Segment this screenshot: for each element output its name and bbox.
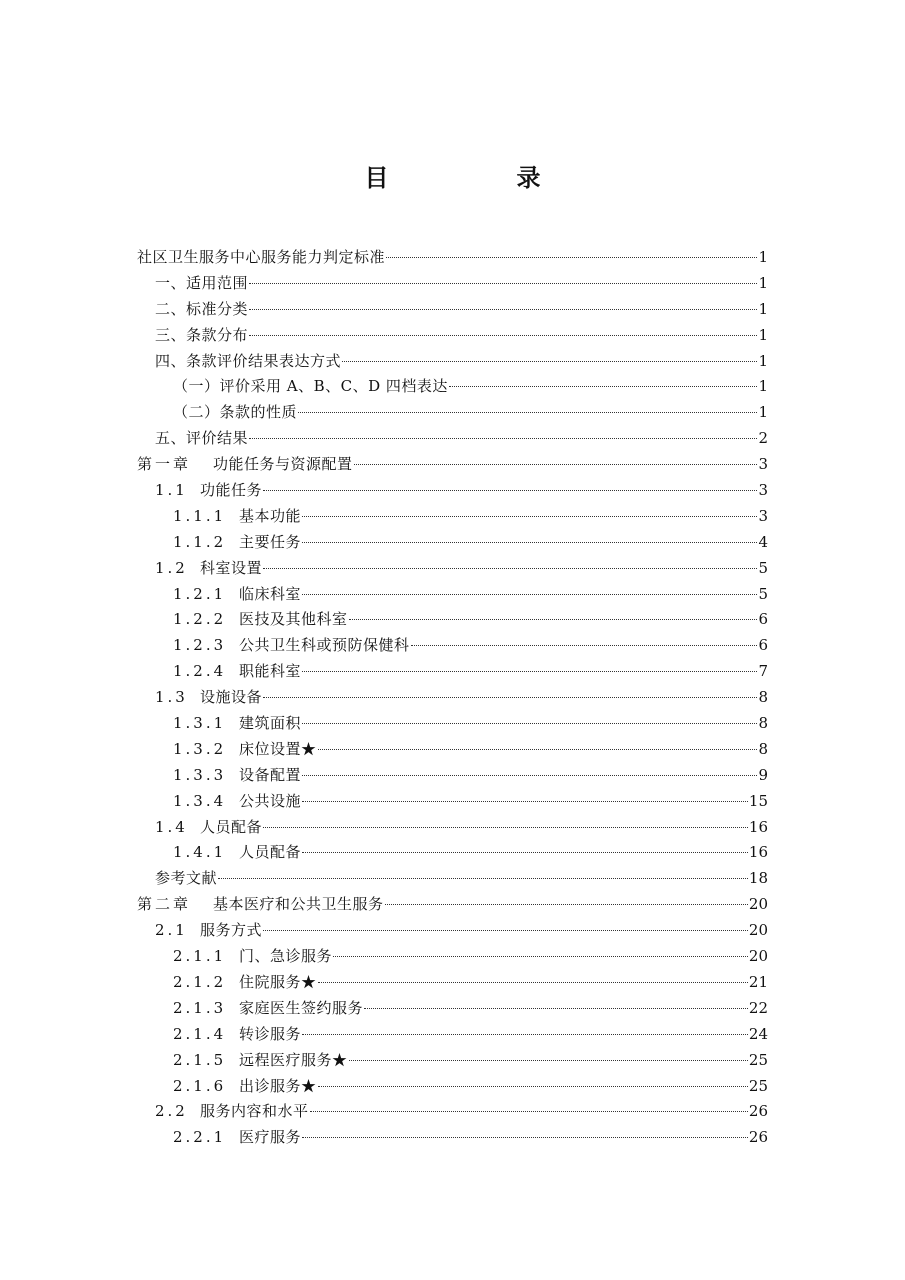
toc-entry-title: 基本医疗和公共卫生服务 — [213, 895, 384, 914]
toc-entry-number: 2.1.3 — [173, 998, 227, 1017]
toc-entry-title: 医技及其他科室 — [239, 610, 348, 629]
toc-entry-page-number: 8 — [758, 714, 768, 733]
toc-entry-number: 第一章 — [137, 455, 192, 474]
dot-leader — [302, 801, 748, 802]
toc-entry[interactable] — [137, 323, 768, 349]
toc-entry-title: 三、条款分布 — [155, 325, 249, 344]
toc-entry-title: （一）评价采用 A、B、C、D 四档表达 — [173, 377, 448, 396]
toc-entry-page-number: 8 — [758, 739, 768, 758]
toc-entry-number: 2.1.2 — [173, 972, 227, 991]
toc-entry-page-number: 21 — [748, 972, 768, 991]
page-title: 目 录 — [364, 164, 593, 192]
toc-entry-page-number: 20 — [748, 895, 768, 914]
toc-entry-page-number: 1 — [758, 248, 768, 266]
dot-leader — [318, 982, 748, 983]
toc-entry-page-number: 15 — [748, 791, 768, 810]
toc-entry-number: 2.1.1 — [173, 947, 227, 966]
toc-entry[interactable] — [137, 582, 768, 608]
toc-entry-number: 1.1 — [155, 481, 188, 500]
toc-entry[interactable] — [137, 789, 768, 815]
toc-entry-number: 1.2.2 — [173, 610, 227, 629]
toc-entry-title: 服务方式 — [200, 921, 263, 940]
toc-entry[interactable] — [137, 1022, 768, 1048]
toc-entry-number: 1.3.4 — [173, 791, 227, 810]
toc-entry-title: 功能任务 — [200, 481, 263, 500]
dot-leader — [333, 956, 748, 957]
dot-leader — [249, 309, 757, 310]
toc-entry-page-number: 1 — [758, 325, 768, 344]
toc-entry-title: 家庭医生签约服务 — [239, 998, 364, 1017]
toc-entry-page-number: 25 — [748, 1050, 768, 1069]
toc-entry-page-number: 3 — [758, 481, 768, 500]
toc-entry[interactable] — [137, 918, 768, 944]
toc-entry-title: 人员配备 — [200, 817, 263, 836]
toc-entry[interactable] — [137, 970, 768, 996]
toc-entry-page-number: 1 — [758, 299, 768, 318]
toc-entry[interactable] — [137, 1048, 768, 1074]
toc-entry-page-number: 16 — [748, 817, 768, 836]
dot-leader — [263, 568, 757, 569]
dot-leader — [302, 542, 757, 543]
toc-entry-title: 出诊服务★ — [239, 1076, 317, 1095]
dot-leader — [302, 1137, 748, 1138]
toc-entry-title: 基本功能 — [239, 506, 302, 525]
toc-entry[interactable] — [137, 892, 768, 918]
toc-entry-title: 二、标准分类 — [155, 299, 249, 318]
dot-leader — [263, 490, 757, 491]
toc-entry-title: 医疗服务 — [239, 1128, 302, 1147]
dot-leader — [263, 930, 748, 931]
toc-entry-number: 1.2.1 — [173, 584, 227, 603]
toc-entry[interactable] — [137, 1099, 768, 1125]
toc-entry[interactable] — [137, 763, 768, 789]
toc-entry-title: （二）条款的性质 — [173, 403, 298, 422]
toc-entry-title: 建筑面积 — [239, 714, 302, 733]
toc-entry-page-number: 20 — [748, 947, 768, 966]
toc-entry-number: 1.2 — [155, 558, 188, 577]
toc-entry-title: 五、评价结果 — [155, 429, 249, 448]
toc-entry-page-number: 20 — [748, 921, 768, 940]
dot-leader — [411, 645, 758, 646]
toc-entry[interactable] — [137, 400, 768, 426]
dot-leader — [302, 1034, 748, 1035]
toc-entry-page-number: 3 — [758, 506, 768, 525]
toc-entry-title: 参考文献 — [155, 869, 218, 888]
dot-leader — [263, 697, 757, 698]
toc-entry-page-number: 6 — [758, 636, 768, 655]
dot-leader — [298, 412, 757, 413]
toc-entry-page-number: 6 — [758, 610, 768, 629]
dot-leader — [302, 671, 757, 672]
toc-entry-title: 社区卫生服务中心服务能力判定标准 — [137, 248, 386, 266]
toc-entry-page-number: 26 — [748, 1102, 768, 1121]
toc-entry-title: 服务内容和水平 — [200, 1102, 309, 1121]
toc-entry-number: 2.2 — [155, 1102, 188, 1121]
toc-entry[interactable] — [137, 685, 768, 711]
toc-entry-title: 住院服务★ — [239, 972, 317, 991]
dot-leader — [302, 852, 748, 853]
toc-entry[interactable] — [137, 840, 768, 866]
toc-entry-title: 科室设置 — [200, 558, 263, 577]
toc-entry[interactable] — [137, 1074, 768, 1100]
toc-entry-page-number: 18 — [748, 869, 768, 888]
dot-leader — [249, 335, 757, 336]
toc-entry[interactable] — [137, 815, 768, 841]
toc-entry-page-number: 22 — [748, 998, 768, 1017]
toc-entry-page-number: 1 — [758, 403, 768, 422]
toc-entry[interactable] — [137, 452, 768, 478]
toc-entry[interactable] — [137, 271, 768, 297]
dot-leader — [354, 464, 758, 465]
toc-entry[interactable] — [137, 426, 768, 452]
toc-entry-number: 1.3 — [155, 688, 188, 707]
toc-entry-page-number: 16 — [748, 843, 768, 862]
toc-entry[interactable] — [137, 711, 768, 737]
dot-leader — [218, 878, 748, 879]
dot-leader — [349, 619, 758, 620]
toc-entry-number: 2.2.1 — [173, 1128, 227, 1147]
toc-entry-page-number: 1 — [758, 377, 768, 396]
toc-entry-number: 第二章 — [137, 895, 192, 914]
dot-leader — [385, 904, 748, 905]
toc-entry-number: 1.4.1 — [173, 843, 227, 862]
toc-entry[interactable] — [137, 996, 768, 1022]
toc-entry[interactable] — [137, 607, 768, 633]
toc-entry-page-number: 5 — [758, 558, 768, 577]
toc-entry-title: 设施设备 — [200, 688, 263, 707]
toc-entry-number: 2.1.6 — [173, 1076, 227, 1095]
toc-entry[interactable] — [137, 944, 768, 970]
dot-leader — [302, 723, 757, 724]
toc-entry-title: 设备配置 — [239, 765, 302, 784]
toc-entry-number: 1.3.3 — [173, 765, 227, 784]
toc-entry-page-number: 7 — [758, 662, 768, 681]
toc-entry-title: 四、条款评价结果表达方式 — [155, 351, 342, 370]
toc-entry-number: 1.1.2 — [173, 532, 227, 551]
toc-entry-page-number: 26 — [748, 1128, 768, 1147]
toc-entry-number: 2.1 — [155, 921, 188, 940]
toc-entry-title: 公共卫生科或预防保健科 — [239, 636, 410, 655]
toc-entry[interactable] — [137, 530, 768, 556]
toc-entry-number: 1.1.1 — [173, 506, 227, 525]
toc-entry-page-number: 24 — [748, 1024, 768, 1043]
dot-leader — [318, 1086, 748, 1087]
toc-entry-page-number: 3 — [758, 455, 768, 474]
toc-entry[interactable] — [137, 866, 768, 892]
dot-leader — [302, 594, 757, 595]
toc-entry[interactable] — [137, 1125, 768, 1151]
toc-entry-title: 功能任务与资源配置 — [213, 455, 353, 474]
toc-entry[interactable] — [137, 556, 768, 582]
dot-leader — [449, 386, 758, 387]
toc-entry-title: 主要任务 — [239, 532, 302, 551]
toc-entry[interactable] — [137, 504, 768, 530]
dot-leader — [342, 361, 757, 362]
toc-entry[interactable] — [137, 478, 768, 504]
dot-leader — [302, 516, 757, 517]
toc-entry-title: 床位设置★ — [239, 739, 317, 758]
toc-entry-number: 1.4 — [155, 817, 188, 836]
toc-entry[interactable] — [137, 633, 768, 659]
toc-entry-number: 1.3.2 — [173, 739, 227, 758]
toc-entry-page-number: 4 — [758, 532, 768, 551]
toc-entry[interactable] — [137, 737, 768, 763]
toc-entry-title: 一、适用范围 — [155, 273, 249, 292]
toc-entry-page-number: 25 — [748, 1076, 768, 1095]
toc-entry-number: 1.3.1 — [173, 714, 227, 733]
dot-leader — [249, 283, 757, 284]
toc-entry[interactable] — [137, 297, 768, 323]
dot-leader — [249, 438, 757, 439]
dot-leader — [302, 775, 757, 776]
toc-entry-title: 远程医疗服务★ — [239, 1050, 348, 1069]
toc-entry-title: 转诊服务 — [239, 1024, 302, 1043]
toc-entry-page-number: 5 — [758, 584, 768, 603]
toc-entry-number: 1.2.4 — [173, 662, 227, 681]
toc-entry-title: 临床科室 — [239, 584, 302, 603]
toc-entry-page-number: 1 — [758, 273, 768, 292]
dot-leader — [364, 1008, 748, 1009]
toc-entry[interactable] — [137, 659, 768, 685]
toc-entry-page-number: 2 — [758, 429, 768, 448]
toc-entry-page-number: 9 — [758, 765, 768, 784]
toc-entry[interactable] — [137, 374, 768, 400]
dot-leader — [386, 257, 757, 258]
toc-entry-page-number: 1 — [758, 351, 768, 370]
toc-entry-title: 公共设施 — [239, 791, 302, 810]
toc-entry[interactable] — [137, 245, 768, 271]
dot-leader — [310, 1111, 748, 1112]
dot-leader — [318, 749, 758, 750]
table-of-contents — [137, 245, 768, 1151]
toc-entry-title: 门、急诊服务 — [239, 947, 333, 966]
toc-entry-title: 职能科室 — [239, 662, 302, 681]
toc-entry-number: 1.2.3 — [173, 636, 227, 655]
dot-leader — [349, 1060, 748, 1061]
toc-entry-page-number: 8 — [758, 688, 768, 707]
dot-leader — [263, 827, 748, 828]
toc-entry-number: 2.1.4 — [173, 1024, 227, 1043]
toc-entry-number: 2.1.5 — [173, 1050, 227, 1069]
toc-entry-title: 人员配备 — [239, 843, 302, 862]
toc-entry[interactable] — [137, 349, 768, 375]
